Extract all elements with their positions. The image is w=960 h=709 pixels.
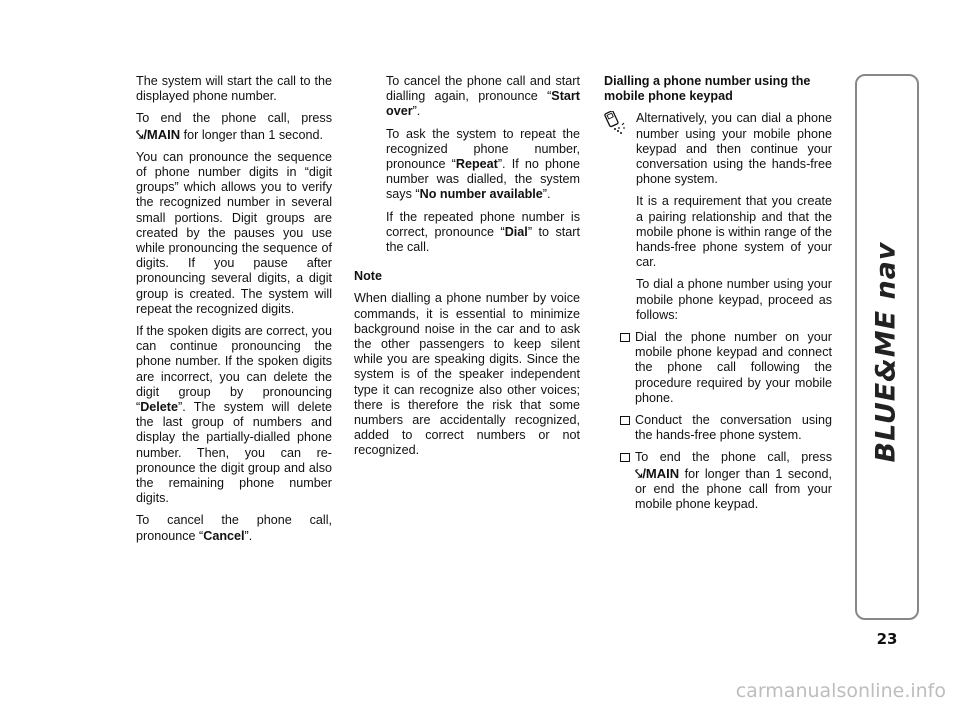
paragraph: To dial a phone number using your mobile phone keypad, proceed as follows: bbox=[636, 277, 832, 322]
voice-command: Dial bbox=[504, 224, 528, 239]
text: ”. If no phone number was dialled, the system says “ bbox=[386, 157, 580, 202]
paragraph bbox=[386, 74, 580, 120]
text: ”. bbox=[244, 528, 253, 543]
text: To end the phone call, press bbox=[635, 450, 832, 465]
paragraph bbox=[136, 111, 332, 142]
checkbox-bullet-icon bbox=[620, 416, 630, 425]
paragraph bbox=[386, 127, 580, 203]
text: If the spoken digits are correct, you can continue pronouncing the phone number. If the spoken digits are incorrect, you can delete the digit group by pronouncing “ bbox=[136, 324, 333, 415]
paragraph: It is a requirement that you create a pairing relationship and that the mobile phone is within range of the hands-free phone system of your car. bbox=[636, 194, 832, 270]
text: ” to start the call. bbox=[386, 224, 580, 255]
text: for longer than 1 second, or end the phone call from your mobile phone keypad. bbox=[635, 466, 832, 512]
watermark: carmanualsonline.info bbox=[735, 680, 946, 702]
text: ”. The system will delete the last group of numbers and display the partially-dialled phone number. Then, you can re-pronounce the digit group and also the remaining phone number digits. bbox=[136, 400, 332, 506]
paragraph bbox=[136, 324, 332, 506]
note-title: Note bbox=[354, 269, 382, 284]
text: To ask the system to repeat the recognized phone number, pronounce “ bbox=[386, 126, 580, 172]
text-column-1 bbox=[136, 74, 332, 551]
text: for longer than 1 second. bbox=[180, 127, 323, 142]
paragraph bbox=[136, 513, 332, 543]
phone-note-block bbox=[604, 111, 832, 187]
paragraph bbox=[386, 210, 580, 256]
blue-and-me-nav-logo bbox=[866, 241, 906, 463]
voice-command: Repeat bbox=[455, 157, 498, 172]
text: ”. bbox=[412, 104, 421, 119]
text: To end the phone call, press bbox=[136, 111, 332, 126]
paragraph: You can pronounce the sequence of phone number digits in “digit groups” which allows you to verify the recognized number in several small portions. Digit groups are created by the pauses you use while pronouncing the sequence of digits. If you pause after pronouncing several digits, a digit group is created. The system will repeat the recognized digits. bbox=[136, 149, 332, 316]
section-heading: Dialling a phone number using the mobile phone keypad bbox=[604, 74, 811, 104]
page-number: 23 bbox=[876, 630, 898, 648]
note-paragraph: When dialling a phone number by voice commands, it is essential to minimize background noise in the car and to ask the other passengers to keep silent while you are speaking digits. Since the system is of the speaker independent type it can recognize also other voices; there is therefore the risk that some numbers are accidentally recognized, added to correct numbers or not recognized. bbox=[354, 291, 580, 458]
checkbox-bullet-icon bbox=[620, 333, 630, 342]
mobile-phone-icon bbox=[604, 111, 626, 137]
list-item bbox=[620, 330, 832, 406]
list-item-text: Dial the phone number on your mobile phone keypad and connect the phone call following the procedure required by your mobile phone. bbox=[635, 330, 832, 405]
voice-command: Delete bbox=[140, 400, 179, 415]
logo-text: BLUE&ME nav bbox=[870, 241, 902, 463]
text-column-2 bbox=[354, 74, 580, 466]
list-item bbox=[620, 413, 832, 443]
paragraph: Alternatively, you can dial a phone number using your mobile phone keypad and then continue your conversation using the hands-free phone system. bbox=[636, 111, 832, 187]
text: ”. bbox=[542, 187, 551, 202]
voice-command: Start over bbox=[386, 89, 580, 119]
list-item bbox=[620, 450, 832, 512]
end-call-key-label: ⤥/MAIN bbox=[635, 465, 680, 481]
text-column-3 bbox=[604, 74, 832, 519]
paragraph: The system will start the call to the displayed phone number. bbox=[136, 74, 332, 104]
text: To cancel the phone call, pronounce “ bbox=[136, 513, 332, 543]
text: If the repeated phone number is correct, pronounce “ bbox=[386, 209, 580, 239]
list-item-text: Conduct the conversation using the hands-free phone system. bbox=[635, 413, 832, 443]
list-item-text bbox=[635, 450, 832, 512]
voice-command: Cancel bbox=[203, 528, 245, 543]
text: To cancel the phone call and start dialling again, pronounce “ bbox=[386, 74, 580, 104]
checkbox-bullet-icon bbox=[620, 453, 630, 462]
system-message: No number available bbox=[419, 187, 543, 202]
end-call-key-label: ⤥/MAIN bbox=[136, 126, 181, 142]
